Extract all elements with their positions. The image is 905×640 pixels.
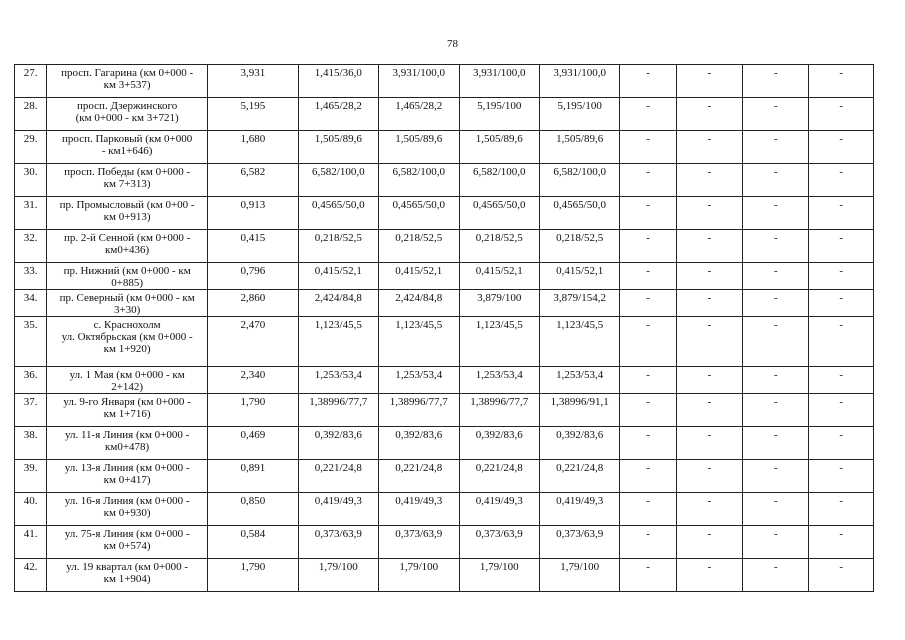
road-length: 2,860 — [208, 290, 299, 317]
dash-cell: - — [676, 98, 742, 131]
value-cell: 0,392/83,6 — [379, 427, 459, 460]
value-cell: 0,415/52,1 — [459, 263, 539, 290]
value-cell: 3,931/100,0 — [459, 65, 539, 98]
road-name-line: ул. 19 квартал (км 0+000 - — [66, 561, 189, 573]
value-cell: 1,123/45,5 — [298, 317, 378, 367]
row-number: 31. — [15, 197, 47, 230]
value-cell: 5,195/100 — [459, 98, 539, 131]
dash-cell: - — [676, 65, 742, 98]
value-cell: 1,505/89,6 — [459, 131, 539, 164]
row-number: 29. — [15, 131, 47, 164]
dash-cell: - — [620, 526, 676, 559]
road-name-line: 2+142) — [111, 381, 144, 393]
dash-cell: - — [676, 230, 742, 263]
dash-cell: - — [620, 131, 676, 164]
dash-cell: - — [809, 493, 874, 526]
row-number: 33. — [15, 263, 47, 290]
value-cell: 0,218/52,5 — [379, 230, 459, 263]
table-row — [15, 394, 874, 427]
value-cell: 1,505/89,6 — [379, 131, 459, 164]
dash-cell: - — [676, 526, 742, 559]
value-cell: 1,415/36,0 — [298, 65, 378, 98]
dash-cell: - — [743, 230, 809, 263]
dash-cell: - — [620, 460, 676, 493]
road-name-line: ул. Октябрьская (км 0+000 - — [61, 331, 193, 343]
value-cell: 0,392/83,6 — [459, 427, 539, 460]
dash-cell: - — [743, 290, 809, 317]
value-cell: 0,419/49,3 — [539, 493, 619, 526]
road-name — [47, 230, 208, 263]
table-row — [15, 493, 874, 526]
value-cell: 1,123/45,5 — [459, 317, 539, 367]
value-cell: 0,373/63,9 — [539, 526, 619, 559]
road-length: 6,582 — [208, 164, 299, 197]
dash-cell: - — [676, 317, 742, 367]
value-cell: 1,253/53,4 — [379, 367, 459, 394]
table-row — [15, 317, 874, 367]
road-name-line: с. Краснохолм — [93, 319, 161, 331]
value-cell: 0,373/63,9 — [459, 526, 539, 559]
value-cell: 6,582/100,0 — [298, 164, 378, 197]
road-name-line: ул. 1 Мая (км 0+000 - км — [69, 369, 185, 381]
dash-cell: - — [620, 394, 676, 427]
row-number: 38. — [15, 427, 47, 460]
row-number: 40. — [15, 493, 47, 526]
dash-cell: - — [620, 230, 676, 263]
value-cell: 0,415/52,1 — [379, 263, 459, 290]
road-length: 1,680 — [208, 131, 299, 164]
value-cell: 5,195/100 — [539, 98, 619, 131]
road-name — [47, 460, 208, 493]
road-name-line: просп. Парковый (км 0+000 — [62, 133, 193, 145]
table-row — [15, 559, 874, 592]
dash-cell: - — [743, 493, 809, 526]
table-row — [15, 427, 874, 460]
dash-cell: - — [676, 427, 742, 460]
dash-cell: - — [743, 98, 809, 131]
dash-cell: - — [809, 197, 874, 230]
value-cell: 0,4565/50,0 — [298, 197, 378, 230]
dash-cell: - — [743, 197, 809, 230]
dash-cell: - — [620, 367, 676, 394]
dash-cell: - — [809, 427, 874, 460]
road-length: 5,195 — [208, 98, 299, 131]
row-number: 37. — [15, 394, 47, 427]
dash-cell: - — [809, 65, 874, 98]
dash-cell: - — [743, 65, 809, 98]
roads-table — [14, 64, 874, 592]
table-row — [15, 230, 874, 263]
dash-cell: - — [809, 367, 874, 394]
dash-cell: - — [676, 164, 742, 197]
road-name-line: просп. Дзержинского — [77, 100, 178, 112]
road-name — [47, 131, 208, 164]
dash-cell: - — [676, 367, 742, 394]
road-name — [47, 427, 208, 460]
row-number: 27. — [15, 65, 47, 98]
road-name-line: км 7+313) — [103, 178, 151, 190]
dash-cell: - — [676, 394, 742, 427]
value-cell: 0,4565/50,0 — [539, 197, 619, 230]
road-length: 0,891 — [208, 460, 299, 493]
value-cell: 0,419/49,3 — [459, 493, 539, 526]
value-cell: 0,221/24,8 — [379, 460, 459, 493]
dash-cell: - — [620, 197, 676, 230]
road-length: 2,340 — [208, 367, 299, 394]
road-name-line: ул. 13-я Линия (км 0+000 - — [64, 462, 190, 474]
dash-cell: - — [809, 394, 874, 427]
road-name — [47, 290, 208, 317]
table-row — [15, 290, 874, 317]
value-cell: 0,392/83,6 — [539, 427, 619, 460]
dash-cell: - — [809, 290, 874, 317]
dash-cell: - — [809, 230, 874, 263]
value-cell: 0,218/52,5 — [539, 230, 619, 263]
road-name-line: км 3+537) — [103, 79, 151, 91]
road-name — [47, 493, 208, 526]
road-name — [47, 197, 208, 230]
road-length: 1,790 — [208, 559, 299, 592]
table-row — [15, 164, 874, 197]
road-name-line: км 0+574) — [103, 540, 151, 552]
dash-cell: - — [743, 131, 809, 164]
dash-cell: - — [809, 559, 874, 592]
road-name-line: пр. Промысловый (км 0+00 - — [59, 199, 195, 211]
road-name — [47, 164, 208, 197]
value-cell: 6,582/100,0 — [379, 164, 459, 197]
dash-cell: - — [620, 263, 676, 290]
dash-cell: - — [676, 290, 742, 317]
dash-cell: - — [676, 493, 742, 526]
dash-cell: - — [620, 427, 676, 460]
row-number: 42. — [15, 559, 47, 592]
road-length: 3,931 — [208, 65, 299, 98]
value-cell: 0,221/24,8 — [539, 460, 619, 493]
value-cell: 1,38996/77,7 — [379, 394, 459, 427]
row-number: 28. — [15, 98, 47, 131]
road-length: 0,584 — [208, 526, 299, 559]
road-name-line: км 1+920) — [103, 343, 151, 355]
road-length: 0,913 — [208, 197, 299, 230]
road-name-line: км0+436) — [105, 244, 150, 256]
value-cell: 1,79/100 — [539, 559, 619, 592]
dash-cell: - — [676, 559, 742, 592]
row-number: 32. — [15, 230, 47, 263]
value-cell: 0,373/63,9 — [379, 526, 459, 559]
dash-cell: - — [743, 317, 809, 367]
value-cell: 3,931/100,0 — [379, 65, 459, 98]
road-name-line: - км1+646) — [101, 145, 153, 157]
value-cell: 0,415/52,1 — [539, 263, 619, 290]
dash-cell: - — [620, 164, 676, 197]
value-cell: 1,505/89,6 — [298, 131, 378, 164]
value-cell: 6,582/100,0 — [539, 164, 619, 197]
dash-cell: - — [743, 367, 809, 394]
value-cell: 1,79/100 — [379, 559, 459, 592]
dash-cell: - — [620, 290, 676, 317]
road-name-line: просп. Победы (км 0+000 - — [64, 166, 191, 178]
value-cell: 2,424/84,8 — [298, 290, 378, 317]
table-row — [15, 460, 874, 493]
dash-cell: - — [809, 164, 874, 197]
road-name-line: ул. 75-я Линия (км 0+000 - — [64, 528, 190, 540]
road-name-line: просп. Гагарина (км 0+000 - — [61, 67, 194, 79]
road-name-line: км 0+930) — [103, 507, 151, 519]
dash-cell: - — [743, 559, 809, 592]
dash-cell: - — [743, 394, 809, 427]
road-name-line: пр. 2-й Сенной (км 0+000 - — [63, 232, 191, 244]
value-cell: 1,38996/77,7 — [298, 394, 378, 427]
value-cell: 3,931/100,0 — [539, 65, 619, 98]
value-cell: 1,465/28,2 — [298, 98, 378, 131]
row-number: 41. — [15, 526, 47, 559]
value-cell: 1,465/28,2 — [379, 98, 459, 131]
road-name — [47, 394, 208, 427]
table-row — [15, 98, 874, 131]
dash-cell: - — [809, 317, 874, 367]
road-name — [47, 526, 208, 559]
value-cell: 1,79/100 — [298, 559, 378, 592]
dash-cell: - — [743, 460, 809, 493]
value-cell: 1,38996/77,7 — [459, 394, 539, 427]
value-cell: 0,419/49,3 — [379, 493, 459, 526]
row-number: 35. — [15, 317, 47, 367]
page-number: 78 — [447, 38, 458, 50]
road-name-line: км 0+913) — [103, 211, 151, 223]
road-length: 0,850 — [208, 493, 299, 526]
dash-cell: - — [809, 263, 874, 290]
road-name-line: км 1+904) — [103, 573, 151, 585]
dash-cell: - — [743, 427, 809, 460]
row-number: 30. — [15, 164, 47, 197]
road-name — [47, 98, 208, 131]
table-row — [15, 367, 874, 394]
road-name — [47, 317, 208, 367]
value-cell: 1,253/53,4 — [459, 367, 539, 394]
value-cell: 3,879/154,2 — [539, 290, 619, 317]
road-length: 0,796 — [208, 263, 299, 290]
table-row — [15, 131, 874, 164]
value-cell: 6,582/100,0 — [459, 164, 539, 197]
dash-cell: - — [743, 263, 809, 290]
row-number: 34. — [15, 290, 47, 317]
dash-cell: - — [676, 460, 742, 493]
value-cell: 0,392/83,6 — [298, 427, 378, 460]
road-name-line: ул. 11-я Линия (км 0+000 - — [64, 429, 190, 441]
road-length: 1,790 — [208, 394, 299, 427]
dash-cell: - — [809, 526, 874, 559]
value-cell: 1,38996/91,1 — [539, 394, 619, 427]
road-name — [47, 367, 208, 394]
road-name-line: пр. Нижний (км 0+000 - км — [63, 265, 191, 277]
road-name-line: ул. 9-го Января (км 0+000 - — [63, 396, 191, 408]
road-length: 0,415 — [208, 230, 299, 263]
road-name-line: ул. 16-я Линия (км 0+000 - — [64, 495, 190, 507]
value-cell: 2,424/84,8 — [379, 290, 459, 317]
road-name-line: км0+478) — [105, 441, 150, 453]
value-cell: 0,373/63,9 — [298, 526, 378, 559]
dash-cell: - — [676, 263, 742, 290]
value-cell: 1,505/89,6 — [539, 131, 619, 164]
value-cell: 1,253/53,4 — [539, 367, 619, 394]
table-row — [15, 263, 874, 290]
road-length: 0,469 — [208, 427, 299, 460]
dash-cell: - — [676, 131, 742, 164]
road-name-line: 3+30) — [113, 304, 141, 316]
row-number: 39. — [15, 460, 47, 493]
dash-cell: - — [809, 460, 874, 493]
table-row — [15, 197, 874, 230]
table-row — [15, 526, 874, 559]
value-cell: 0,221/24,8 — [298, 460, 378, 493]
dash-cell: - — [809, 98, 874, 131]
road-name-line: 0+885) — [111, 277, 144, 289]
value-cell: 0,221/24,8 — [459, 460, 539, 493]
value-cell: 0,419/49,3 — [298, 493, 378, 526]
value-cell: 0,218/52,5 — [459, 230, 539, 263]
dash-cell: - — [676, 197, 742, 230]
value-cell: 1,123/45,5 — [539, 317, 619, 367]
dash-cell: - — [620, 559, 676, 592]
road-name — [47, 559, 208, 592]
dash-cell: - — [743, 164, 809, 197]
value-cell: 0,218/52,5 — [298, 230, 378, 263]
road-length: 2,470 — [208, 317, 299, 367]
value-cell: 0,4565/50,0 — [379, 197, 459, 230]
dash-cell: - — [620, 98, 676, 131]
value-cell: 3,879/100 — [459, 290, 539, 317]
road-name-line: (км 0+000 - км 3+721) — [75, 112, 179, 124]
row-number: 36. — [15, 367, 47, 394]
dash-cell: - — [809, 131, 874, 164]
value-cell: 1,123/45,5 — [379, 317, 459, 367]
dash-cell: - — [620, 317, 676, 367]
value-cell: 0,415/52,1 — [298, 263, 378, 290]
table-row — [15, 65, 874, 98]
dash-cell: - — [743, 526, 809, 559]
road-name-line: пр. Северный (км 0+000 - км — [59, 292, 195, 304]
dash-cell: - — [620, 65, 676, 98]
road-name-line: км 0+417) — [103, 474, 151, 486]
road-name — [47, 263, 208, 290]
road-name — [47, 65, 208, 98]
value-cell: 1,253/53,4 — [298, 367, 378, 394]
road-name-line: км 1+716) — [103, 408, 151, 420]
value-cell: 0,4565/50,0 — [459, 197, 539, 230]
dash-cell: - — [620, 493, 676, 526]
value-cell: 1,79/100 — [459, 559, 539, 592]
